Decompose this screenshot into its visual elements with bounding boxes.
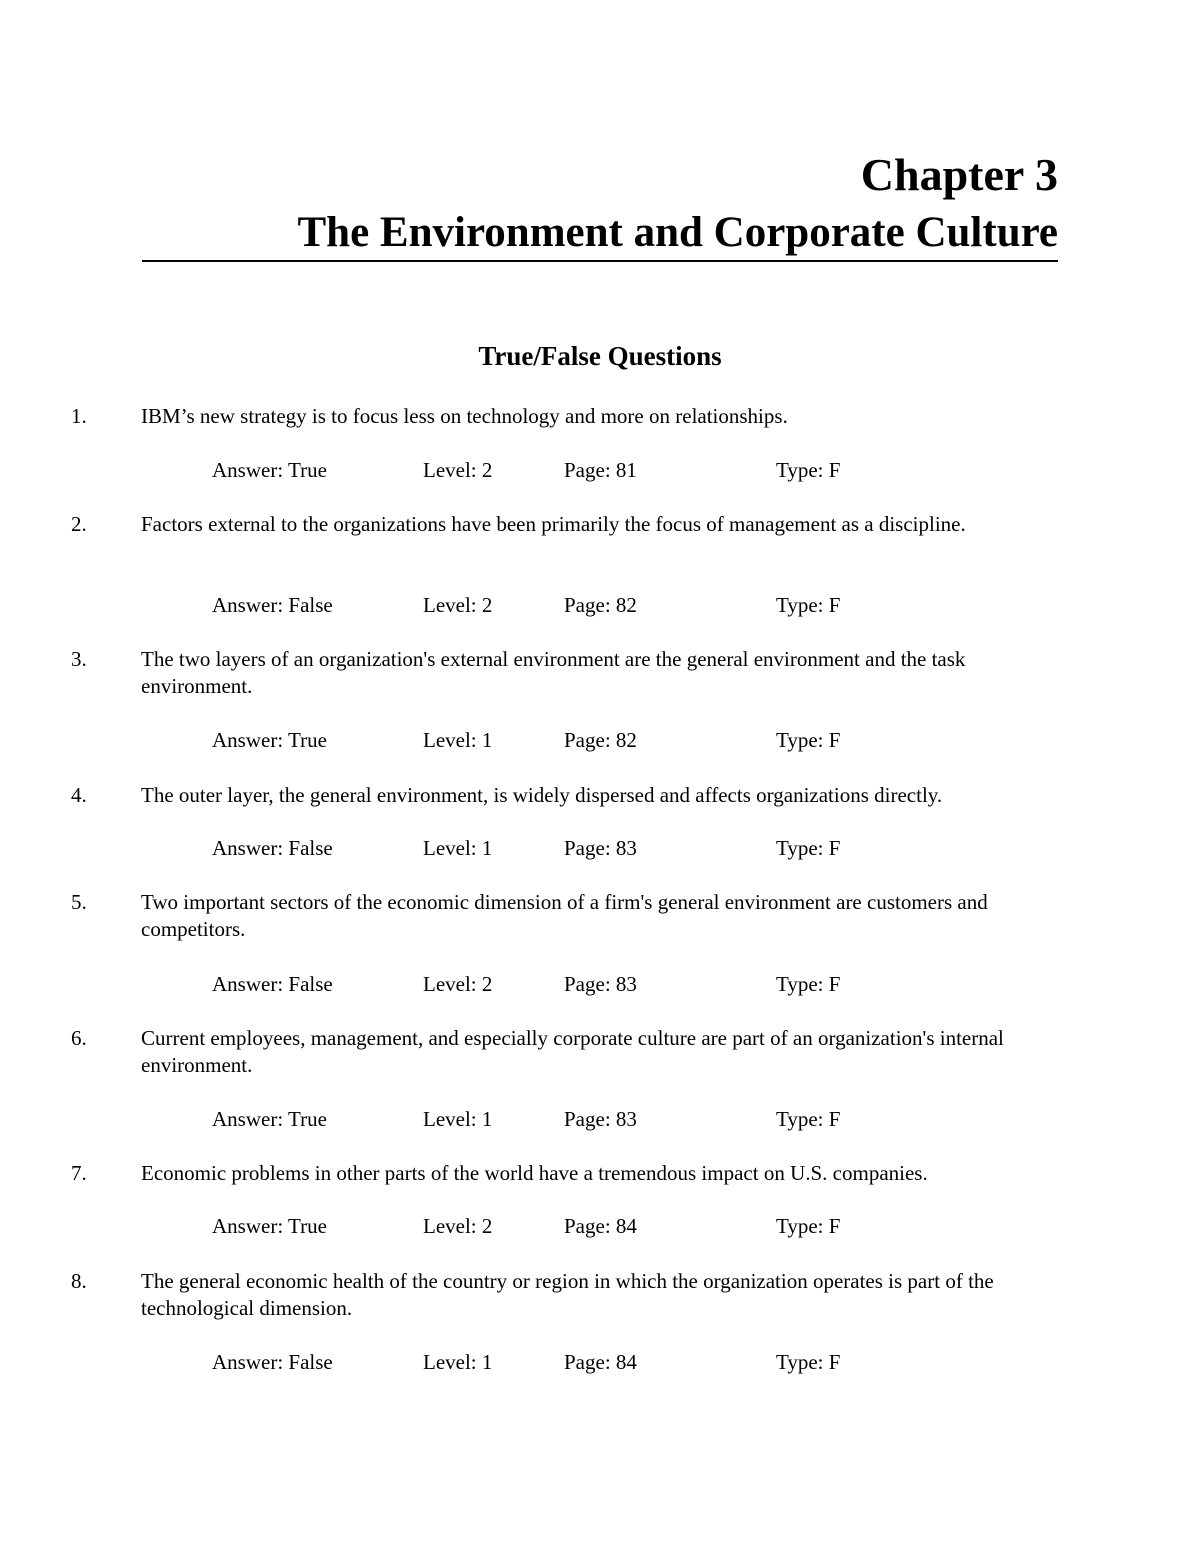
question-text: The outer layer, the general environment, is widely dispersed and affects organizations directly.: [141, 783, 943, 807]
level-value: Level: 2: [423, 593, 493, 617]
page-value: Page: 83: [564, 836, 637, 860]
type-value: Type: F: [776, 1214, 841, 1238]
question-text: Two important sectors of the economic dimension of a firm's general environment are customers and competitors.: [141, 890, 988, 941]
chapter-header: [142, 148, 1058, 262]
type-value: Type: F: [776, 836, 841, 860]
question-text: The general economic health of the country or region in which the organization operates is part of the technological dimension.: [141, 1269, 994, 1320]
answer-value: Answer: False: [212, 836, 333, 860]
question-number: 4.: [71, 783, 87, 807]
question-number: 1.: [71, 404, 87, 428]
level-value: Level: 1: [423, 836, 493, 860]
level-value: Level: 1: [423, 1107, 493, 1131]
type-value: Type: F: [776, 593, 841, 617]
chapter-title: The Environment and Corporate Culture: [297, 209, 1058, 256]
answer-value: Answer: False: [212, 972, 333, 996]
answer-value: Answer: False: [212, 1350, 333, 1374]
type-value: Type: F: [776, 1350, 841, 1374]
question-text: The two layers of an organization's external environment are the general environment and the task environment.: [141, 647, 966, 698]
answer-value: Answer: True: [212, 458, 327, 482]
page-value: Page: 84: [564, 1350, 637, 1374]
level-value: Level: 1: [423, 728, 493, 752]
type-value: Type: F: [776, 1107, 841, 1131]
level-value: Level: 1: [423, 1350, 493, 1374]
level-value: Level: 2: [423, 458, 493, 482]
page-value: Page: 84: [564, 1214, 637, 1238]
page-value: Page: 81: [564, 458, 637, 482]
section-title: True/False Questions: [478, 341, 722, 371]
question-number: 3.: [71, 647, 87, 671]
question-number: 5.: [71, 890, 87, 914]
question-number: 2.: [71, 512, 87, 536]
question-number: 7.: [71, 1161, 87, 1185]
question-text: Factors external to the organizations have been primarily the focus of management as a discipline.: [141, 512, 966, 536]
answer-value: Answer: True: [212, 728, 327, 752]
chapter-number: Chapter 3: [860, 149, 1058, 200]
answer-value: Answer: True: [212, 1214, 327, 1238]
page-value: Page: 82: [564, 728, 637, 752]
level-value: Level: 2: [423, 1214, 493, 1238]
answer-value: Answer: False: [212, 593, 333, 617]
question-number: 8.: [71, 1269, 87, 1293]
page-value: Page: 83: [564, 972, 637, 996]
header-divider: [142, 260, 1058, 262]
question-text: IBM’s new strategy is to focus less on technology and more on relationships.: [141, 404, 788, 428]
type-value: Type: F: [776, 728, 841, 752]
answer-value: Answer: True: [212, 1107, 327, 1131]
question-number: 6.: [71, 1026, 87, 1050]
type-value: Type: F: [776, 972, 841, 996]
page-value: Page: 82: [564, 593, 637, 617]
level-value: Level: 2: [423, 972, 493, 996]
question-text: Current employees, management, and especially corporate culture are part of an organization's internal environment.: [141, 1026, 1004, 1077]
type-value: Type: F: [776, 458, 841, 482]
question-text: Economic problems in other parts of the world have a tremendous impact on U.S. companies.: [141, 1161, 928, 1185]
page-value: Page: 83: [564, 1107, 637, 1131]
